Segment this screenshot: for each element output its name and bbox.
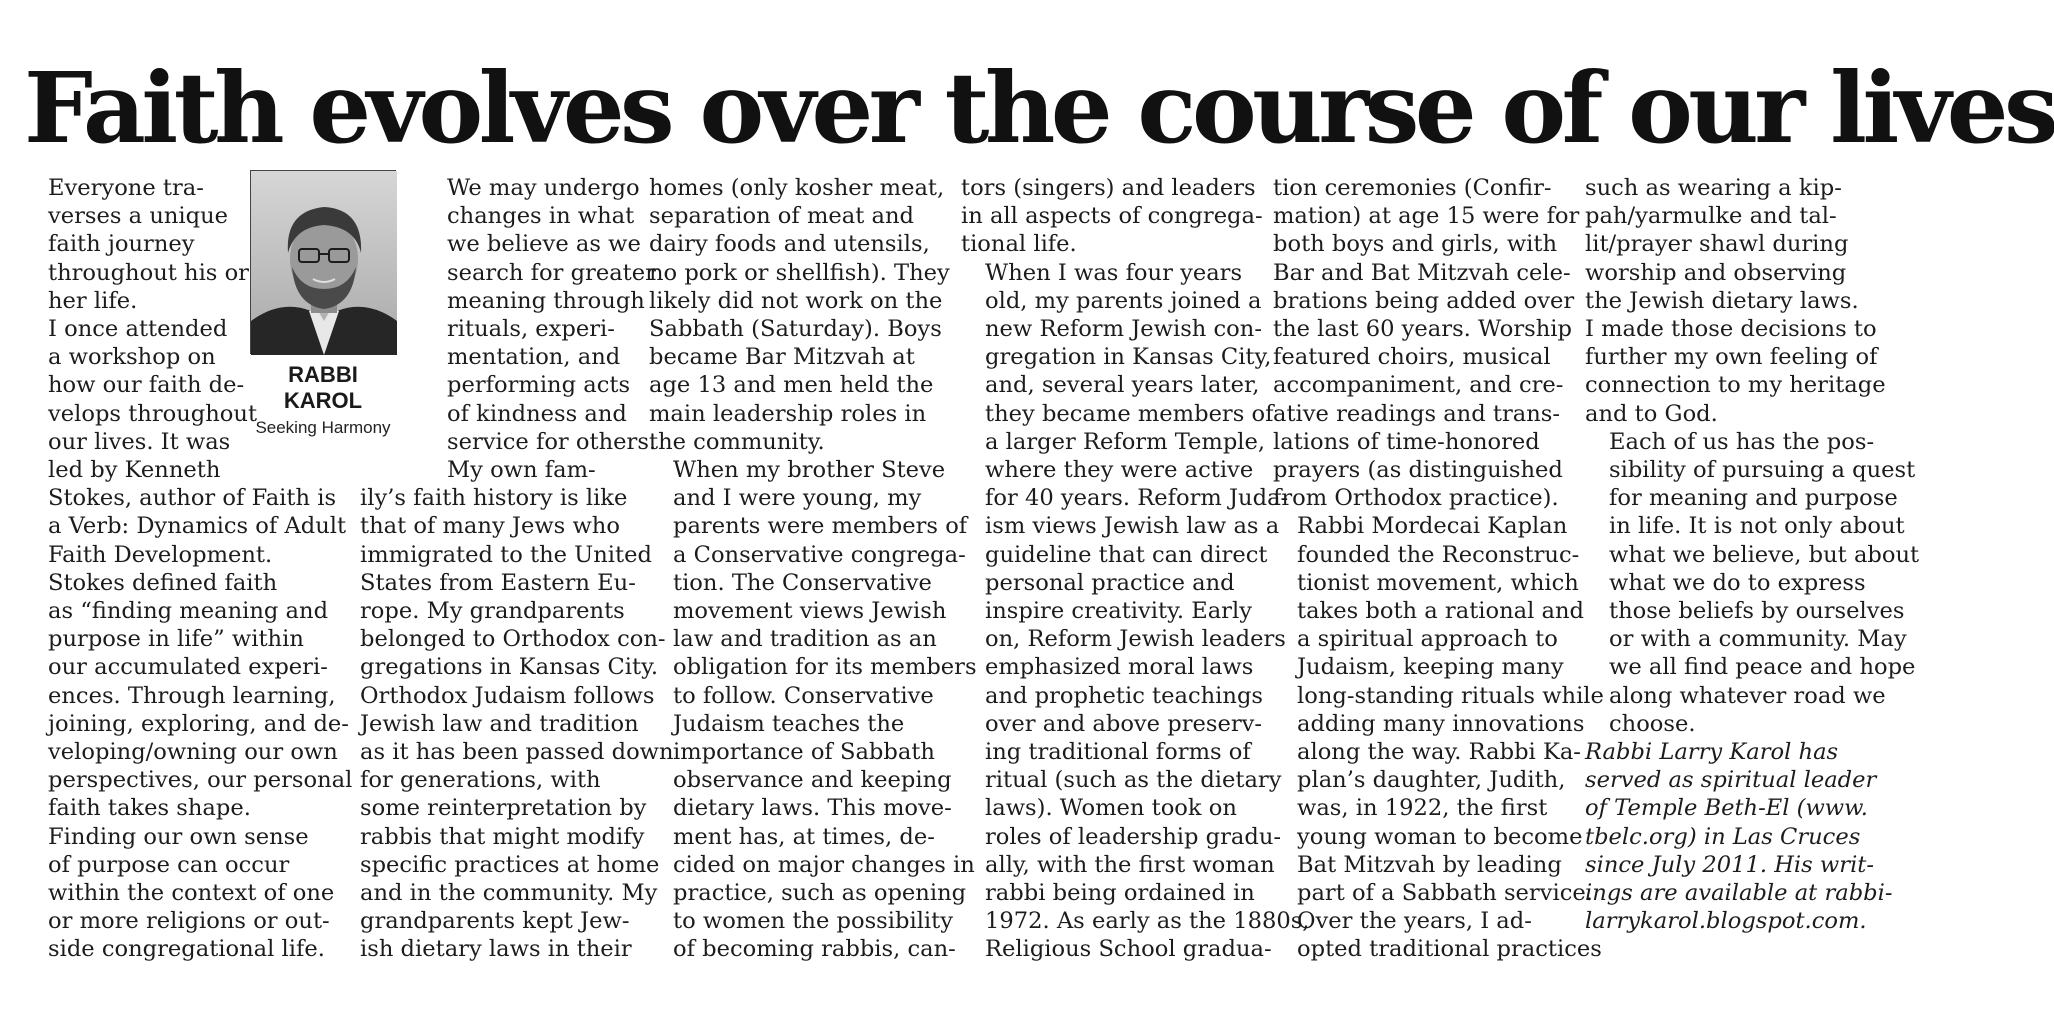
text-line: tion. The Conservative (673, 569, 932, 596)
text-line: accompaniment, and cre- (1273, 372, 1564, 399)
text-line: for generations, with (360, 767, 601, 794)
text-line: both boys and girls, with (1273, 231, 1558, 258)
text-line: Judaism, keeping many (1297, 654, 1564, 681)
text-line: Rabbi Larry Karol has (1585, 739, 1839, 766)
text-line: ences. Through learning, (48, 682, 336, 709)
text-line: such as wearing a kip- (1585, 175, 1842, 201)
text-line: and, several years later, (985, 372, 1260, 399)
paragraph (649, 174, 950, 456)
paragraph (336, 174, 657, 456)
text-line: those beliefs by ourselves (1609, 598, 1905, 625)
article-column-6 (1585, 174, 1920, 935)
text-line: specific practices at home (360, 851, 660, 878)
text-line: When I was four years (985, 259, 1243, 286)
text-line: adding many innovations (1297, 710, 1585, 737)
text-line: Judaism teaches the (673, 710, 905, 737)
paragraph (961, 174, 1263, 259)
text-line: mentation, and (447, 344, 621, 371)
text-line: for meaning and purpose (1609, 485, 1898, 512)
text-line: and in the community. My (360, 880, 658, 907)
text-line: no pork or shellfish). They (649, 259, 950, 286)
text-line: ing traditional forms of (985, 739, 1251, 766)
text-line: throughout his or (48, 259, 249, 286)
paragraph (24, 569, 353, 823)
text-line: and I were young, my (673, 485, 922, 512)
paragraph (1273, 174, 1580, 512)
text-line: Faith Development. (48, 541, 273, 568)
text-line: belonged to Orthodox con- (360, 626, 666, 653)
text-line: Religious School gradua- (985, 936, 1272, 963)
text-line: parents were members of (673, 513, 968, 540)
headline: Faith evolves over the course of our lives (24, 51, 2054, 165)
text-line: performing acts (447, 372, 631, 399)
text-line: homes (only kosher meat, (649, 175, 945, 201)
text-line: personal practice and (985, 569, 1235, 596)
text-line: Sabbath (Saturday). Boys (649, 316, 942, 343)
text-line: ings are available at rabbi- (1585, 880, 1893, 907)
text-line: or more religions or out- (48, 908, 330, 935)
text-line: I made those decisions to (1585, 316, 1877, 343)
text-line: rope. My grandparents (360, 598, 625, 625)
text-line: the last 60 years. Worship (1273, 316, 1572, 343)
text-line: what we believe, but about (1609, 541, 1920, 568)
text-line: of becoming rabbis, can- (673, 936, 956, 963)
text-line: prayers (as distinguished (1273, 457, 1563, 484)
text-line: practice, such as opening (673, 880, 967, 907)
text-line: ism views Jewish law as a (985, 513, 1280, 540)
text-line: veloping/owning our own (48, 739, 338, 766)
text-line: lations of time-honored (1273, 428, 1540, 455)
paragraph (1585, 428, 1920, 738)
text-line: rituals, experi- (447, 316, 615, 343)
article-column-4 (961, 174, 1310, 964)
text-line: faith takes shape. (48, 795, 251, 822)
text-line: of purpose can occur (48, 851, 290, 878)
text-line: age 13 and men held the (649, 372, 934, 399)
text-line: Finding our own sense (48, 823, 309, 850)
text-line: lit/prayer shawl during (1585, 231, 1849, 258)
text-line: tionist movement, which (1297, 569, 1579, 596)
text-line: 1972. As early as the 1880s, (985, 908, 1310, 935)
text-line: tors (singers) and leaders (961, 175, 1256, 201)
text-line: movement views Jewish (673, 598, 947, 625)
text-line: service for others. (447, 428, 657, 455)
text-line: emphasized moral laws (985, 654, 1254, 681)
column-name: Seeking Harmony (255, 418, 391, 437)
text-line: main leadership roles in (649, 400, 927, 427)
text-line: law and tradition as an (673, 626, 937, 653)
text-line: we believe as we (447, 231, 641, 258)
text-line: rabbi being ordained in (985, 880, 1255, 907)
text-line: ment has, at times, de- (673, 823, 935, 850)
text-line: choose. (1609, 710, 1696, 737)
text-line: cided on major changes in (673, 851, 975, 878)
text-line: served as spiritual leader (1585, 767, 1877, 794)
text-line: as “finding meaning and (48, 598, 329, 625)
article-column-5 (1273, 174, 1604, 964)
text-line: a Conservative congrega- (673, 541, 966, 568)
text-line: old, my parents joined a (985, 287, 1262, 314)
text-line: within the context of one (48, 880, 335, 907)
text-line: in life. It is not only about (1609, 513, 1905, 540)
text-line: part of a Sabbath service. (1297, 880, 1593, 907)
text-line: pah/yarmulke and tal- (1585, 203, 1837, 230)
text-line: since July 2011. His writ- (1585, 851, 1875, 878)
text-line: ish dietary laws in their (360, 936, 632, 963)
text-line: dietary laws. This move- (673, 795, 952, 822)
text-line: ily’s faith history is like (360, 485, 628, 512)
text-line: velops throughout (48, 400, 258, 427)
text-line: a spiritual approach to (1297, 626, 1558, 653)
text-line: Each of us has the pos- (1609, 428, 1875, 455)
paragraph (24, 823, 335, 964)
text-line: to follow. Conservative (673, 682, 934, 709)
text-line: perspectives, our personal (48, 767, 353, 794)
text-line: over and above preserv- (985, 710, 1263, 737)
text-line: States from Eastern Eu- (360, 569, 636, 596)
text-line: and to God. (1585, 400, 1718, 427)
text-line: Bar and Bat Mitzvah cele- (1273, 259, 1571, 286)
text-line: verses a unique (48, 203, 229, 230)
text-line: Everyone tra- (48, 175, 204, 201)
text-line: purpose in life” within (48, 626, 304, 653)
paragraph (336, 456, 674, 964)
text-line: a larger Reform Temple, (985, 428, 1266, 455)
article-column-3 (649, 174, 977, 964)
text-line: the Jewish dietary laws. (1585, 287, 1859, 314)
text-line: of kindness and (447, 400, 627, 427)
text-line: ally, with the first woman (985, 851, 1275, 878)
text-line: laws). Women took on (985, 795, 1237, 822)
text-line: was, in 1922, the first (1297, 795, 1548, 822)
author-bio (1585, 738, 1893, 935)
byline-name-first: RABBI (288, 362, 358, 387)
text-line: they became members of (985, 400, 1274, 427)
text-line: brations being added over (1273, 287, 1575, 314)
text-line: Rabbi Mordecai Kaplan (1297, 513, 1568, 540)
text-line: tion ceremonies (Confir- (1273, 175, 1552, 201)
text-line: we all find peace and hope (1609, 654, 1916, 681)
byline-name-last: KAROL (283, 388, 363, 413)
text-line: When my brother Steve (673, 457, 946, 484)
paragraph (1585, 174, 1886, 428)
text-line: search for greater (447, 259, 656, 286)
text-line: My own fam- (447, 457, 596, 484)
text-line: dairy foods and utensils, (649, 231, 930, 258)
text-line: her life. (48, 287, 138, 314)
text-line: in all aspects of congrega- (961, 203, 1263, 230)
text-line: long-standing rituals while (1297, 682, 1604, 709)
text-line: separation of meat and (649, 203, 914, 230)
text-line: rabbis that might modify (360, 823, 645, 850)
text-line: to women the possibility (673, 908, 953, 935)
text-line: takes both a rational and (1297, 598, 1585, 625)
text-line: as it has been passed down (360, 739, 674, 766)
text-line: featured choirs, musical (1273, 344, 1551, 371)
text-line: from Orthodox practice). (1273, 485, 1559, 512)
text-line: some reinterpretation by (360, 795, 647, 822)
text-line: Bat Mitzvah by leading (1297, 851, 1562, 878)
text-line: on, Reform Jewish leaders (985, 626, 1286, 653)
text-line: faith journey (48, 231, 195, 258)
text-line: roles of leadership gradu- (985, 823, 1282, 850)
article-column-2 (336, 174, 674, 964)
text-line: ative readings and trans- (1273, 400, 1561, 427)
text-line: of Temple Beth-El (www. (1585, 795, 1868, 822)
text-line: gregations in Kansas City. (360, 654, 659, 681)
text-line: connection to my heritage (1585, 372, 1886, 399)
text-line: that of many Jews who (360, 513, 620, 540)
text-line: along whatever road we (1609, 682, 1886, 709)
text-line: Stokes defined faith (48, 569, 278, 596)
text-line: what we do to express (1609, 569, 1866, 596)
text-line: founded the Reconstruc- (1297, 541, 1580, 568)
paragraph (649, 456, 977, 964)
text-line: for 40 years. Reform Juda- (985, 485, 1289, 512)
text-line: larrykarol.blogspot.com. (1585, 908, 1867, 935)
text-line: guideline that can direct (985, 541, 1268, 568)
paragraph (1273, 512, 1604, 907)
text-line: a workshop on (48, 344, 216, 371)
text-line: led by Kenneth (48, 457, 221, 484)
text-line: or with a community. May (1609, 626, 1907, 653)
text-line: further my own feeling of (1585, 344, 1878, 371)
text-line: meaning through (447, 287, 645, 314)
text-line: plan’s daughter, Judith, (1297, 767, 1566, 794)
text-line: inspire creativity. Early (985, 598, 1252, 625)
text-line: tional life. (961, 231, 1077, 258)
text-line: opted traditional practices (1297, 936, 1602, 963)
text-line: Over the years, I ad- (1297, 908, 1532, 935)
text-line: Stokes, author of Faith is (48, 485, 337, 512)
text-line: ritual (such as the dietary (985, 767, 1282, 794)
text-line: immigrated to the United (360, 541, 652, 568)
text-line: along the way. Rabbi Ka- (1297, 739, 1581, 766)
text-line: gregation in Kansas City, (985, 344, 1272, 371)
text-line: importance of Sabbath (673, 739, 935, 766)
text-line: We may undergo (447, 175, 640, 201)
text-line: new Reform Jewish con- (985, 316, 1262, 343)
text-line: where they were active (985, 457, 1254, 484)
paragraph (961, 259, 1310, 964)
text-line: joining, exploring, and de- (48, 710, 349, 737)
text-line: likely did not work on the (649, 287, 943, 314)
text-line: Jewish law and tradition (360, 710, 639, 737)
paragraph (1273, 907, 1602, 963)
text-line: the community. (649, 428, 825, 455)
text-line: our lives. It was (48, 428, 231, 455)
text-line: side congregational life. (48, 936, 325, 963)
text-line: mation) at age 15 were for (1273, 203, 1580, 230)
text-line: how our faith de- (48, 372, 245, 399)
text-line: young woman to become (1297, 823, 1583, 850)
text-line: I once attended (48, 316, 228, 343)
text-line: observance and keeping (673, 767, 952, 794)
text-line: Orthodox Judaism follows (360, 682, 655, 709)
text-line: became Bar Mitzvah at (649, 344, 915, 371)
text-line: and prophetic teachings (985, 682, 1264, 709)
paragraph (24, 174, 314, 315)
text-line: a Verb: Dynamics of Adult (48, 513, 347, 540)
text-line: worship and observing (1585, 259, 1847, 286)
text-line: sibility of pursuing a quest (1609, 457, 1916, 484)
text-line: obligation for its members (673, 654, 977, 681)
text-line: changes in what (447, 203, 635, 230)
text-line: tbelc.org) in Las Cruces (1585, 823, 1861, 850)
text-line: our accumulated experi- (48, 654, 328, 681)
text-line: grandparents kept Jew- (360, 908, 630, 935)
